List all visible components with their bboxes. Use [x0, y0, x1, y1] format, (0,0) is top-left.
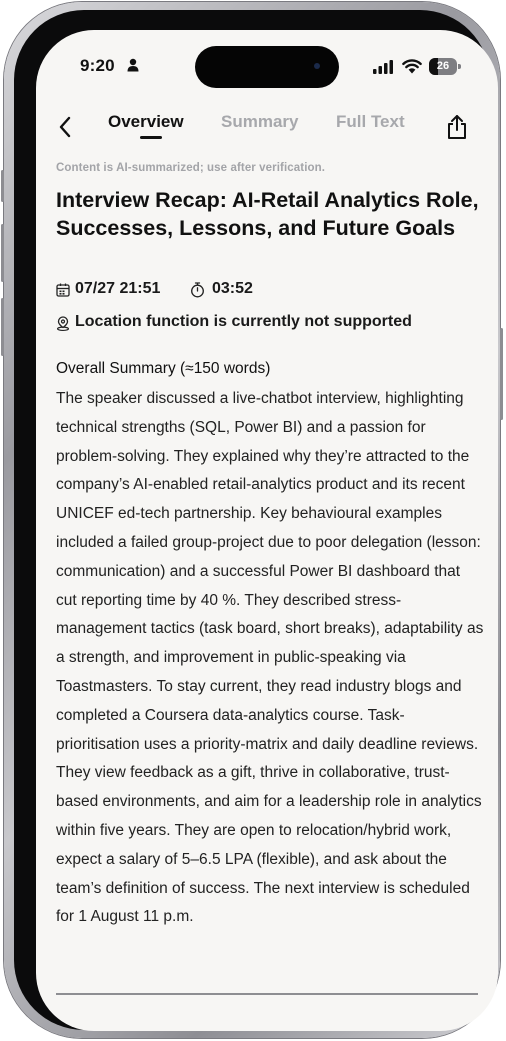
screen — [36, 30, 498, 1031]
power-button — [500, 328, 503, 420]
status-time: 9:20 — [80, 56, 115, 75]
phone-frame — [4, 2, 500, 1038]
stopwatch-icon — [190, 282, 205, 298]
volume-up-button — [1, 224, 4, 282]
chevron-left-icon[interactable] — [58, 116, 72, 138]
battery-icon — [429, 58, 463, 75]
summary-body: The speaker discussed a live-chatbot interview, highlighting technical strengths (SQL, Power BI) and a passion for problem-solving. They explained why they’re attracted to the company’s AI-enabled retail-analytics product and its recent UNICEF ed-tech partnership. Key behavioural examples included a failed group-project due to poor delegation (lesson: communication) and a successful Power BI dashboard that cut reporting time by 40 %. They described stress-management tactics (task board, short breaks), adaptability as a strength, and improvement in public-speaking via Toastmasters. To stay current, they read industry blogs and completed a Coursera data-analytics course. Task-prioritisation uses a priority-matrix and daily deadline reviews. They view feedback as a gift, thrive in collaborative, trust-based environments, and aim for a leadership role in analytics within five years. They are open to relocation/hybrid work, expect a salary of 5–6.5 LPA (flexible), and ask about the team’s definition of success. The next interview is scheduled for 1 August 11 p.m. — [56, 390, 484, 926]
recording-date: 07/27 21:51 — [75, 280, 161, 297]
location-pin-icon — [56, 316, 70, 331]
share-icon[interactable] — [446, 114, 468, 140]
cellular-signal-icon — [373, 60, 395, 74]
recording-duration: 03:52 — [212, 280, 253, 297]
person-icon — [127, 58, 139, 72]
ai-notice: Content is AI-summarized; use after verification. — [56, 162, 326, 174]
calendar-icon — [56, 283, 70, 297]
divider — [56, 993, 478, 995]
page-title: Interview Recap: AI-Retail Analytics Role, Successes, Lessons, and Future Goals — [56, 188, 479, 240]
tab-overview[interactable]: Overview — [108, 112, 184, 131]
active-tab-indicator — [140, 136, 162, 139]
location-text: Location function is currently not supported — [75, 313, 412, 330]
tab-summary[interactable]: Summary — [221, 112, 299, 131]
volume-down-button — [1, 298, 4, 356]
phone-bezel — [14, 10, 490, 1030]
summary-heading: Overall Summary (≈150 words) — [56, 360, 271, 377]
battery-level: 26 — [436, 60, 450, 72]
wifi-icon — [402, 58, 422, 74]
action-button — [1, 170, 4, 202]
tab-full-text[interactable]: Full Text — [336, 112, 405, 131]
camera-dot — [314, 63, 320, 69]
